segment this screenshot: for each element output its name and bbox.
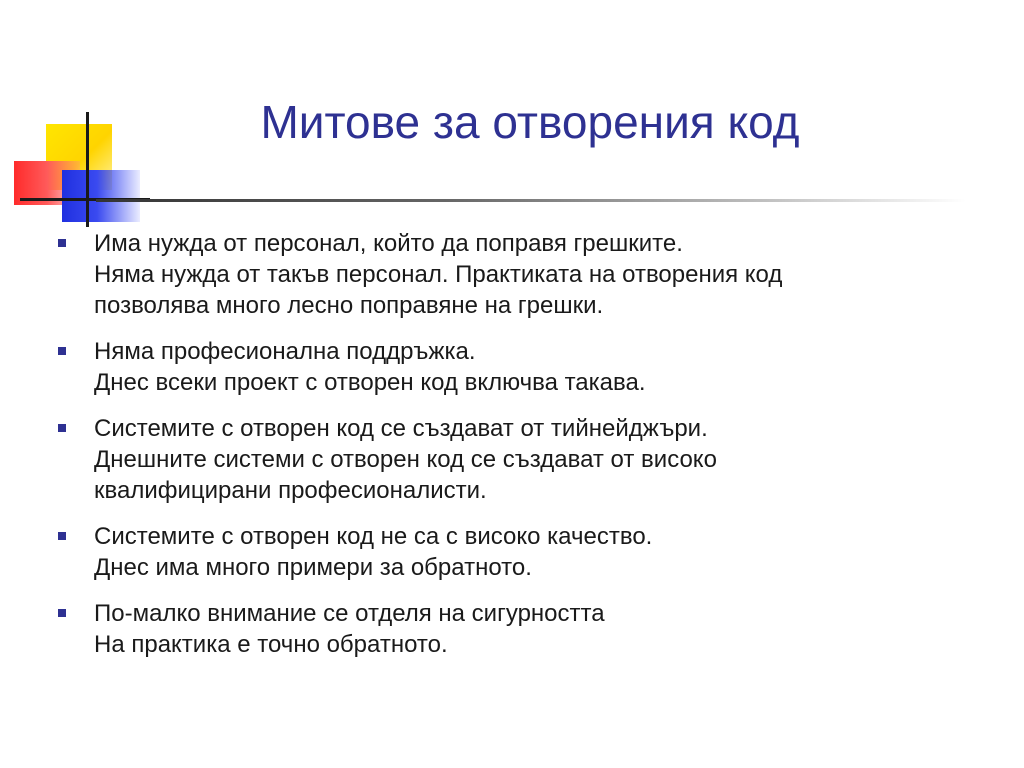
bullet-line: Днес всеки проект с отворен код включва такава. xyxy=(94,369,646,396)
bullet-line: Днешните системи с отворен код се създават от високо xyxy=(94,446,717,473)
bullet-line: Днес има много примери за обратното. xyxy=(94,554,532,581)
bullet-square-icon xyxy=(58,424,66,432)
bullet-square-icon xyxy=(58,239,66,247)
bullet-line: Системите с отворен код не са с високо качество. xyxy=(94,523,653,550)
bullet-square-icon xyxy=(58,609,66,617)
bullet-line: Има нужда от персонал, който да поправя грешките. xyxy=(94,230,683,257)
bullet-item xyxy=(56,228,956,321)
bullet-item xyxy=(56,598,956,660)
bullet-line: Системите с отворен код се създават от тийнейджъри. xyxy=(94,415,708,442)
bullet-line: По-малко внимание се отделя на сигурността xyxy=(94,600,605,627)
decorative-logo xyxy=(0,0,160,240)
bullet-line: Няма нужда от такъв персонал. Практиката на отворения код xyxy=(94,261,783,288)
bullet-item xyxy=(56,521,956,583)
bullet-square-icon xyxy=(58,532,66,540)
bullet-list xyxy=(56,228,956,675)
slide-title: Митове за отворения код xyxy=(260,96,800,148)
bullet-line: Няма професионална поддръжка. xyxy=(94,338,476,365)
bullet-line: квалифицирани професионалисти. xyxy=(94,477,487,504)
bullet-line: На практика е точно обратното. xyxy=(94,631,448,658)
bullet-item xyxy=(56,336,956,398)
title-divider xyxy=(96,199,966,202)
blue-square-decoration xyxy=(62,170,140,222)
vertical-line-decoration xyxy=(86,112,89,227)
bullet-line: позволява много лесно поправяне на грешки. xyxy=(94,292,604,319)
bullet-item xyxy=(56,413,956,506)
bullet-square-icon xyxy=(58,347,66,355)
